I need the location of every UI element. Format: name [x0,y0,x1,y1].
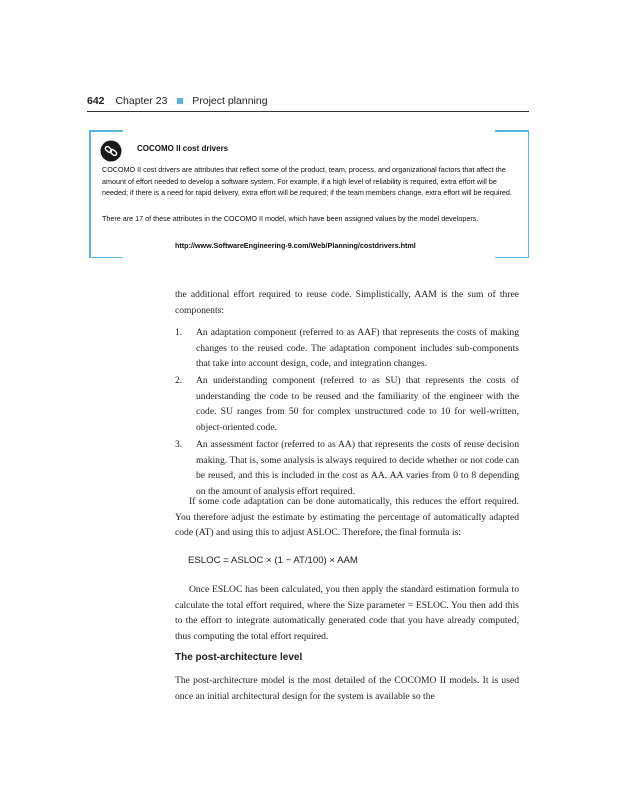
sidebar-frame-bottom-left [89,257,123,259]
post-architecture-paragraph: The post-architecture model is the most detailed of the COCOMO II models. It is used once an initial architectural design for the system is available so the [175,675,519,702]
page-number: 642 [87,95,105,107]
sidebar-url-link[interactable]: http://www.SoftwareEngineering-9.com/Web/Planning/costdrivers.html [175,241,416,250]
esloc-formula: ESLOC = ASLOC × (1 − AT/100) × AAM [188,555,358,566]
sidebar-frame-top-right [495,130,529,132]
list-item-adaptation: An adaptation component (referred to as AAF) that represents the costs of making changes to the reused code. The adaptation component includes sub-components that take into account design, code, and integration changes. [196,327,519,369]
list-item-understanding: An understanding component (referred to as SU) that represents the costs of understanding the code to be reused and the familiarity of the engineer with the code. SU ranges from 50 for complex unstructured code to 10 for well-written, object-oriented code. [196,375,519,433]
list-number: 1. [175,327,183,338]
sidebar-frame-left [89,130,91,258]
automatic-adaptation-paragraph: If some code adaptation can be done automatically, this reduces the effort required. You therefore adjust the estimate by estimating the percentage of automatically adapted code (AT) and using this to adjust ASLOC. Therefore, the final formula is: [175,496,519,538]
running-header [87,95,268,107]
list-item-assessment: An assessment factor (referred to as AA) that represents the costs of reuse decision making. That is, some analysis is always required to decide whether or not code can be reused, and this is included in the cost as AA. AA varies from 0 to 8 depending on the amount of analysis effort required. [196,439,519,497]
section-label: Project planning [192,95,268,107]
intro-paragraph: the additional effort required to reuse code. Simplistically, AAM is the sum of three components: [175,289,519,316]
sidebar-frame-right [528,130,530,258]
sidebar-frame-top-left [89,130,123,132]
list-number: 2. [175,375,183,386]
web-link-icon [100,140,122,162]
sidebar-paragraph-1: COCOMO II cost drivers are attributes that reflect some of the product, team, process, and organizational factors that affect the amount of effort needed to develop a software system. For example, if a high level of reliability is required, extra effort will be needed; if there is a need for rapid delivery, extra effort will be required; if the team members change, extra effort will be required. [102,165,512,197]
list-number: 3. [175,439,183,450]
section-heading: The post-architecture level [175,652,303,663]
chapter-label: Chapter 23 [115,95,168,107]
sidebar-title: COCOMO II cost drivers [137,144,229,153]
sidebar-frame-bottom-right [495,257,529,259]
sidebar-paragraph-2: There are 17 of these attributes in the COCOMO II model, which have been assigned values by the model developers. [102,214,479,223]
square-bullet-icon [177,98,183,104]
esloc-paragraph: Once ESLOC has been calculated, you then apply the standard estimation formula to calculate the total effort required, where the Size parameter = ESLOC. You then add this to the effort to integrate automatically generated code that you have already computed, thus computing the total effort required. [175,584,519,642]
header-rule [87,111,529,112]
